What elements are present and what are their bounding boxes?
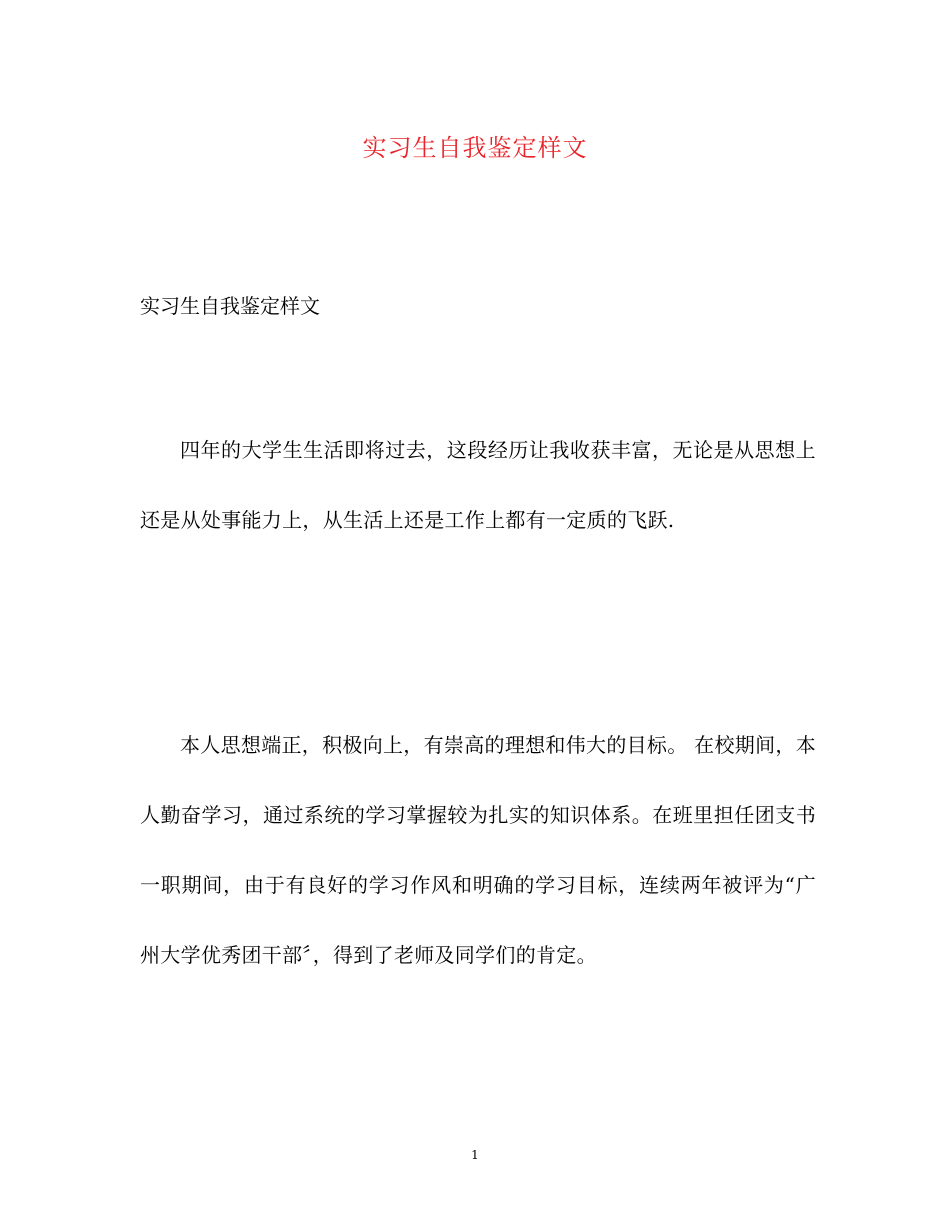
page-number: 1	[471, 1148, 479, 1162]
paragraph: 本人思想端正，积极向上，有崇高的理想和伟大的目标。 在校期间，本人勤奋学习，通过系统的学习掌握较为扎实的知识体系。在班里担任团支书一职期间，由于有良好的学习作风和明确的学习目标，连续两年被评为“广州大学优秀团干部〞，得到了老师及同学们的肯定。	[140, 733, 816, 967]
document-subtitle: 实习生自我鉴定样文	[140, 294, 320, 318]
document-title: 实习生自我鉴定样文	[362, 134, 588, 162]
paragraph: 四年的大学生生活即将过去，这段经历让我收获丰富，无论是从思想上还是从处事能力上，从生活上还是工作上都有一定质的飞跃.	[140, 438, 816, 532]
